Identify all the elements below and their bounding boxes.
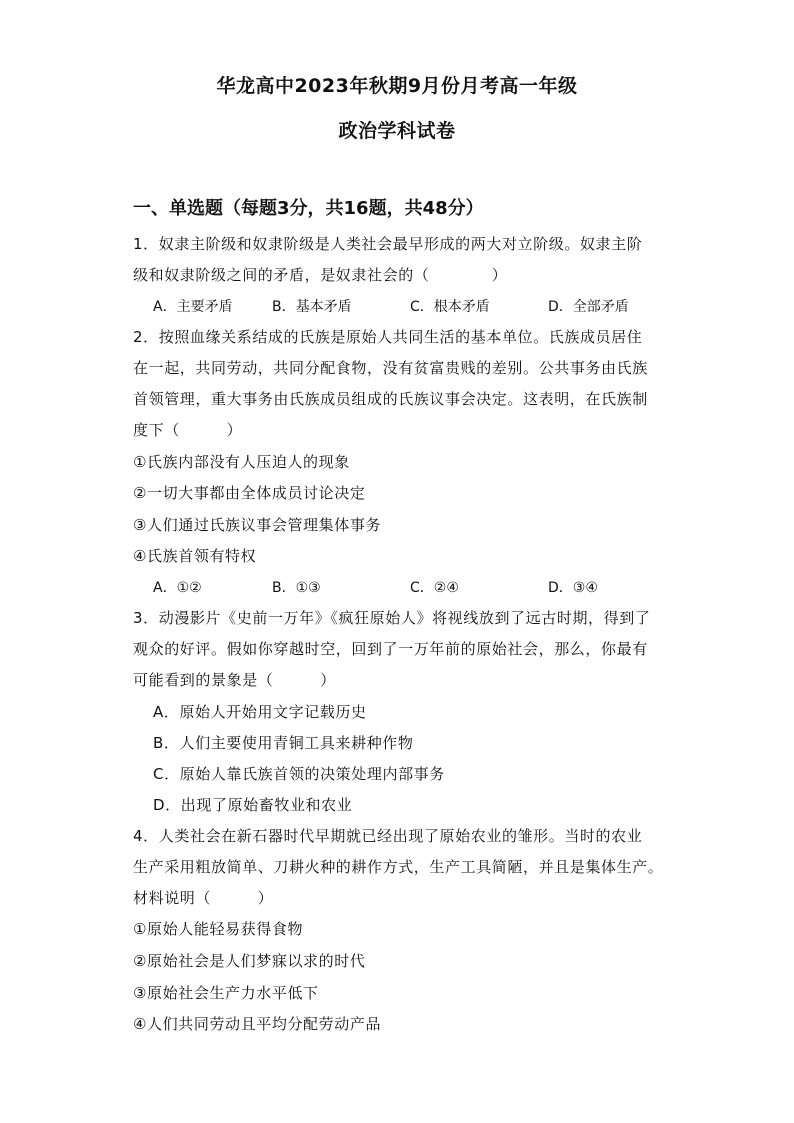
q1-option-c: C．根本矛盾	[410, 299, 490, 315]
q3-option-b: B．人们主要使用青铜工具来耕种作物	[153, 734, 414, 752]
q2-text-line-2: 在一起，共同劳动，共同分配食物，没有贫富贵贱的差别。公共事务由氏族	[133, 359, 648, 377]
q2-statement-2: ②一切大事都由全体成员讨论决定	[133, 484, 366, 502]
q3-option-d: D．出现了原始畜牧业和农业	[153, 796, 353, 814]
q2-option-b: B．①③	[272, 580, 321, 596]
q3-text-line-1: 3．动漫影片《史前一万年》《疯狂原始人》将视线放到了远古时期，得到了	[133, 609, 651, 627]
q4-text-line-3: 材料说明（ ）	[133, 889, 274, 907]
q3-option-c: C．原始人靠氏族首领的决策处理内部事务	[153, 765, 445, 783]
q4-statement-4: ④人们共同劳动且平均分配劳动产品	[133, 1015, 382, 1033]
q2-text-line-3: 首领管理，重大事务由氏族成员组成的氏族议事会决定。这表明，在氏族制	[133, 390, 648, 408]
q2-option-d: D．③④	[548, 580, 598, 596]
q2-text-line-4: 度下（ ）	[133, 421, 243, 439]
q1-options	[0, 296, 794, 316]
q1-text-line-2: 级和奴隶阶级之间的矛盾，是奴隶社会的（ ）	[133, 266, 508, 284]
q2-options	[0, 577, 794, 597]
q1-text-line-1: 1．奴隶主阶级和奴隶阶级是人类社会最早形成的两大对立阶级。奴隶主阶	[133, 235, 643, 253]
q2-text-line-1: 2．按照血缘关系结成的氏族是原始人共同生活的基本单位。氏族成员居住	[133, 328, 643, 346]
exam-subtitle: 政治学科试卷	[338, 120, 456, 142]
section-heading: 一、单选题（每题3分，共16题，共48分）	[133, 198, 484, 219]
exam-title: 华龙高中2023年秋期9月份月考高一年级	[216, 75, 578, 97]
q1-option-d: D．全部矛盾	[548, 299, 629, 315]
q4-statement-3: ③原始社会生产力水平低下	[133, 984, 319, 1002]
q1-option-b: B．基本矛盾	[272, 299, 352, 315]
q1-option-a: A．主要矛盾	[153, 299, 233, 315]
q3-option-a: A．原始人开始用文字记载历史	[153, 703, 367, 721]
q4-text-line-1: 4．人类社会在新石器时代早期就已经出现了原始农业的雏形。当时的农业	[133, 827, 643, 845]
q2-statement-3: ③人们通过氏族议事会管理集体事务	[133, 516, 382, 534]
q4-statement-1: ①原始人能轻易获得食物	[133, 920, 304, 938]
q4-statement-2: ②原始社会是人们梦寐以求的时代	[133, 952, 366, 970]
q4-text-line-2: 生产采用粗放简单、刀耕火种的耕作方式，生产工具简陋，并且是集体生产。	[133, 858, 664, 876]
q3-text-line-2: 观众的好评。假如你穿越时空，回到了一万年前的原始社会，那么，你最有	[133, 640, 648, 658]
q2-option-c: C．②④	[410, 580, 459, 596]
q2-option-a: A．①②	[153, 580, 202, 596]
q2-statement-4: ④氏族首领有特权	[133, 547, 257, 565]
q2-statement-1: ①氏族内部没有人压迫人的现象	[133, 453, 350, 471]
q3-text-line-3: 可能看到的景象是（ ）	[133, 671, 336, 689]
